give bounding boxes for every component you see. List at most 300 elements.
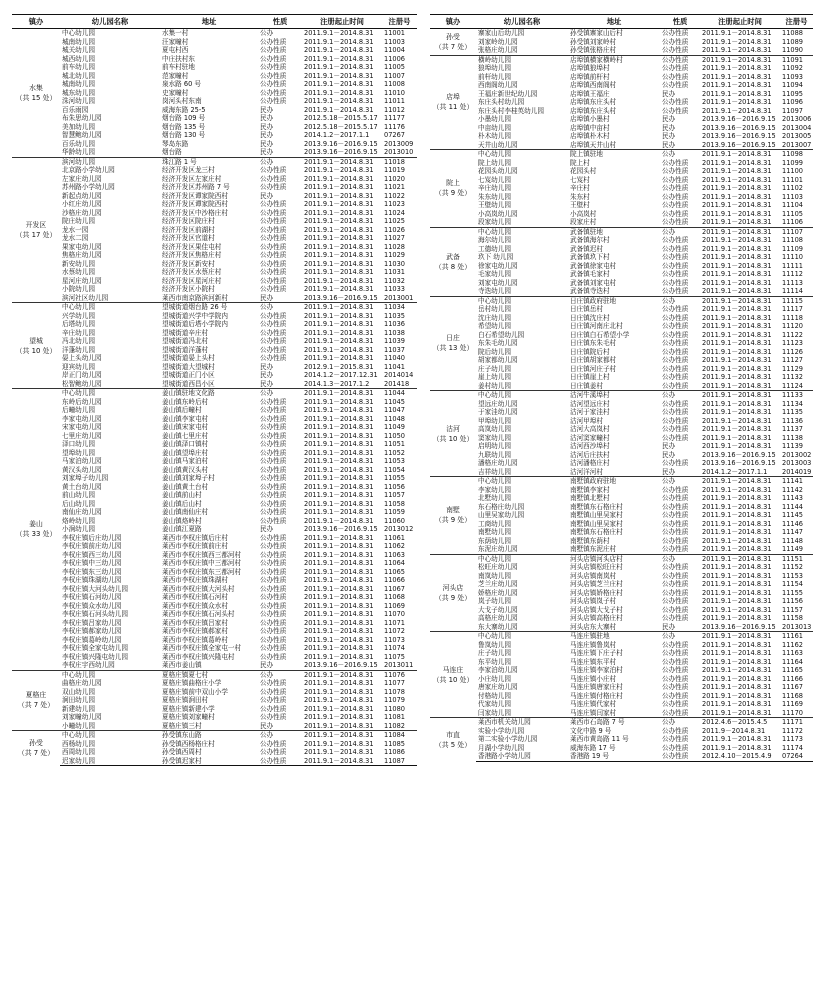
address-cell: 河头店镇娇格庄村 — [570, 588, 623, 597]
type-cell: 公办性质 — [662, 201, 689, 209]
reg-cell: 2013006 — [782, 115, 812, 123]
name-cell: 寺迭幼儿园 — [478, 287, 511, 295]
period-cell: 2011.9.1－2014.8.31 — [702, 364, 772, 373]
reg-cell: 11110 — [782, 253, 803, 261]
name-cell: 百乐幼儿园 — [62, 139, 95, 148]
type-cell: 公办性质 — [662, 726, 689, 735]
period-cell: 2012.4.6－2015.4.5 — [700, 718, 780, 727]
reg-cell: 2014019 — [782, 467, 812, 476]
table-row — [12, 500, 417, 509]
address-cell: 武备镇海尔村 — [570, 236, 610, 244]
type-cell: 民办 — [260, 105, 274, 114]
type-cell: 公办性质 — [260, 601, 287, 610]
name-cell: 滨河社区幼儿园 — [62, 293, 109, 302]
name-cell: 智慧鲍幼儿园 — [62, 131, 102, 139]
type-cell: 公办性质 — [662, 158, 689, 167]
name-cell: 小疃幼儿园 — [62, 721, 95, 730]
name-cell: 李权庄镇全家屯幼儿园 — [62, 644, 128, 652]
reg-cell: 11123 — [782, 339, 803, 347]
name-cell: 中心幼儿园 — [60, 389, 160, 398]
type-cell: 公办性质 — [662, 485, 689, 494]
address-cell: 姜山镇黄汉头村 — [162, 465, 209, 474]
name-cell: 水蔡幼儿园 — [62, 268, 95, 276]
address-cell: 店埠镇王福庄 — [570, 89, 610, 98]
reg-cell: 2013011 — [384, 661, 414, 669]
table-row — [430, 365, 813, 374]
name-cell: 于家洼幼儿园 — [478, 408, 518, 416]
address-cell: 日庄镇姜村 — [570, 381, 603, 390]
type-cell: 公办性质 — [662, 614, 689, 622]
table-row — [430, 322, 813, 331]
reg-cell: 11167 — [782, 683, 803, 691]
address-cell: 莱西市石岛路 7 号 — [568, 718, 660, 727]
address-cell: 泉水路 60 号 — [162, 80, 201, 88]
period-cell: 2011.9.1－2014.8.31 — [304, 63, 374, 71]
type-cell: 公办性质 — [662, 563, 689, 571]
type-cell: 公办性质 — [260, 234, 287, 242]
table-row — [430, 752, 813, 761]
name-cell: 第二实验小学幼儿园 — [478, 735, 538, 743]
type-cell: 民办 — [260, 379, 274, 388]
type-cell: 公办 — [660, 632, 700, 641]
name-cell: 中心幼儿园 — [476, 391, 568, 400]
table-row — [430, 38, 813, 47]
name-cell: 左家庄幼儿园 — [62, 174, 102, 183]
type-cell: 公办性质 — [260, 516, 287, 525]
name-cell: 松旺庄幼儿园 — [478, 563, 518, 571]
address-cell: 南墅镇东荫村 — [570, 536, 610, 545]
type-cell: 公办性质 — [662, 425, 689, 433]
address-cell: 莱西市李权庄镇后庄村 — [162, 533, 228, 542]
address-cell: 烟台路 135 号 — [162, 122, 206, 131]
name-cell: 小墨幼儿园 — [478, 115, 511, 123]
table-row — [12, 457, 417, 466]
type-cell: 公办性质 — [260, 713, 287, 721]
name-cell: 北京路小学幼儿园 — [62, 166, 115, 174]
type-cell: 公办性质 — [662, 691, 689, 700]
period-cell: 2011.9.1－2014.8.31 — [304, 285, 374, 293]
table-row — [430, 348, 813, 357]
district-cell: 孙受 （共 7 处） — [12, 731, 60, 766]
address-cell: 日庄镇崖上村 — [570, 373, 610, 381]
address-cell: 日庄镇河庄子村 — [570, 364, 617, 373]
name-cell: 徐家屯幼儿园 — [478, 261, 518, 270]
table-row — [12, 593, 417, 602]
reg-cell: 11028 — [384, 242, 405, 251]
reg-cell: 11107 — [780, 227, 813, 236]
period-cell: 2011.9.1－2014.8.31 — [702, 278, 772, 287]
table-row — [430, 124, 813, 133]
reg-cell: 11069 — [384, 601, 405, 610]
table-row — [430, 417, 813, 426]
period-cell: 2011.9.1－2014.8.31 — [702, 605, 772, 614]
reg-cell: 11141 — [780, 477, 813, 486]
table-row — [12, 576, 417, 585]
type-cell: 民办 — [662, 115, 676, 123]
type-cell: 公办性质 — [260, 748, 287, 756]
reg-cell: 11021 — [384, 183, 405, 191]
type-cell: 公办性质 — [662, 519, 689, 528]
name-cell: 娇格庄幼儿园 — [478, 588, 518, 597]
table-row — [12, 312, 417, 321]
reg-cell: 11127 — [782, 356, 803, 364]
name-cell: 黄土台幼儿园 — [62, 482, 102, 491]
reg-cell: 07267 — [384, 131, 405, 139]
period-cell: 2011.9.1－2014.8.31 — [702, 98, 772, 106]
period-cell: 2014.1.2－2017.1.1 — [702, 467, 768, 476]
address-cell: 姜山镇东岭后村 — [162, 397, 209, 406]
address-cell: 店埠镇横家横岭村 — [568, 55, 660, 64]
table-row — [12, 148, 417, 157]
address-cell: 望城街道烟台路 26 号 — [160, 303, 258, 312]
name-cell: 东平幼儿园 — [478, 657, 511, 666]
table-row — [430, 692, 813, 701]
period-cell: 2011.9－2014.8.31 — [702, 726, 766, 735]
period-cell: 2011.9.1－2014.8.31 — [702, 167, 772, 175]
name-cell: 寨家山后幼儿园 — [478, 29, 525, 37]
reg-cell: 11097 — [782, 106, 803, 115]
reg-cell: 11173 — [782, 735, 803, 743]
period-cell: 2011.9.1－2014.8.31 — [702, 519, 772, 528]
name-cell: 布朱思幼儿园 — [62, 114, 102, 122]
name-cell: 城西幼儿园 — [62, 54, 95, 63]
reg-cell: 11063 — [384, 550, 405, 559]
type-cell: 公办性质 — [662, 184, 689, 192]
reg-cell: 11031 — [384, 268, 405, 276]
name-cell: 东石格庄幼儿园 — [478, 502, 525, 511]
period-cell: 2011.9.1－2014.8.31 — [304, 499, 374, 508]
period-cell: 2011.9.1－2014.8.31 — [304, 88, 374, 97]
table-row — [430, 176, 813, 185]
period-cell: 2011.9.1－2014.8.31 — [700, 150, 780, 159]
address-cell: 经济开发区苏州路 7 号 — [162, 183, 230, 191]
reg-cell: 11172 — [782, 726, 803, 735]
address-cell: 经济开发区新安村 — [162, 259, 215, 268]
name-cell: 中心幼儿园 — [476, 296, 568, 305]
period-cell: 2011.9.1－2014.8.31 — [702, 674, 772, 683]
type-cell: 民办 — [662, 123, 676, 132]
reg-cell: 11168 — [782, 691, 803, 700]
address-cell: 武备镇玖下村 — [570, 253, 610, 261]
type-cell: 公办性质 — [260, 482, 287, 491]
type-cell: 公办性质 — [662, 545, 689, 553]
table-row — [12, 670, 417, 679]
type-cell: 公办性质 — [662, 313, 689, 322]
period-cell: 2011.9.1－2014.8.31 — [304, 217, 374, 225]
type-cell: 民办 — [260, 371, 274, 379]
address-cell: 望城街道辛庄村 — [162, 328, 209, 337]
period-cell: 2011.9.1－2014.8.31 — [304, 431, 374, 440]
period-cell: 2011.9.1－2014.8.31 — [702, 89, 772, 98]
reg-cell: 11081 — [384, 713, 405, 721]
period-cell: 2011.9.1－2014.8.31 — [702, 305, 772, 313]
address-cell: 河头店镇芝兰庄村 — [570, 580, 623, 588]
address-cell: 经济开发区中沙格庄村 — [162, 208, 228, 217]
reg-cell: 11066 — [384, 576, 405, 584]
type-cell: 公办性质 — [662, 236, 689, 244]
reg-cell: 11047 — [384, 406, 405, 414]
name-cell: 滨河幼儿园 — [60, 157, 160, 166]
table-row — [12, 551, 417, 560]
reg-cell: 11165 — [782, 666, 803, 674]
address-cell: 莱西市李权庄镇东三都河村 — [162, 567, 242, 576]
table-row — [430, 425, 813, 434]
address-cell: 姜山镇刘家埠子村 — [162, 474, 215, 482]
table-row — [430, 150, 813, 159]
name-cell: 吉祥幼儿园 — [478, 467, 511, 476]
table-row — [430, 614, 813, 623]
address-cell: 夏格庄镇三村 — [162, 721, 202, 730]
name-cell: 李家屯幼儿园 — [62, 414, 102, 423]
period-cell: 2011.9.1－2014.8.31 — [702, 347, 772, 356]
address-cell: 河头店东大寨村 — [570, 622, 617, 631]
name-cell: 龙水一园 — [62, 225, 89, 234]
type-cell: 公办性质 — [260, 166, 287, 174]
period-cell: 2011.9.1－2014.8.31 — [304, 234, 374, 242]
period-cell: 2011.9.1－2014.8.31 — [304, 704, 374, 713]
period-cell: 2011.9.1－2014.8.31 — [702, 339, 772, 347]
period-cell: 2011.9.1－2014.8.31 — [702, 708, 772, 717]
address-cell: 莱西市李权庄镇郝家村 — [162, 627, 228, 635]
name-cell: 九联幼儿园 — [478, 450, 511, 459]
name-cell: 李权庄镇东三幼儿园 — [62, 567, 122, 576]
address-cell: 店埠镇中亩村 — [570, 123, 610, 132]
period-cell: 2011.9.1－2014.8.31 — [304, 457, 374, 465]
district-cell: 河头店 （共 9 处） — [430, 554, 476, 632]
name-cell: 李家泊幼儿园 — [478, 666, 518, 674]
kindergarten-table-left — [12, 14, 417, 766]
period-cell: 2011.9.1－2014.8.31 — [702, 218, 772, 226]
address-cell: 南墅镇山里吴家村 — [570, 511, 623, 519]
table-row — [12, 688, 417, 697]
table-row — [12, 653, 417, 662]
type-cell: 公办性质 — [260, 354, 287, 362]
address-cell: 史家疃村 — [162, 88, 189, 97]
reg-cell: 11149 — [782, 545, 803, 553]
table-row — [12, 491, 417, 500]
period-cell: 2011.9.1－2014.8.31 — [702, 691, 772, 700]
type-cell: 公办性质 — [662, 735, 689, 743]
address-cell: 沽河于家洼村 — [570, 408, 610, 416]
address-cell: 姜山镇南仙庄村 — [162, 508, 209, 516]
address-cell: 店埠镇朴木村 — [570, 132, 610, 140]
type-cell: 公办性质 — [260, 644, 287, 652]
period-cell: 2011.9.1－2014.8.31 — [702, 322, 772, 330]
name-cell: 香港路小学幼儿园 — [476, 752, 568, 761]
address-cell: 朱东村 — [570, 192, 590, 201]
period-cell: 2011.9.1－2014.8.31 — [304, 71, 374, 80]
reg-cell: 11098 — [780, 150, 813, 159]
name-cell: 工德幼儿园 — [478, 244, 511, 253]
address-cell: 马连庄镇下庄子村 — [570, 649, 623, 657]
address-cell: 莱西市姜山镇 — [162, 661, 202, 669]
table-row — [430, 675, 813, 684]
reg-cell: 11019 — [384, 166, 405, 174]
name-cell: 曲格庄幼儿园 — [62, 679, 102, 687]
name-cell: 中心幼儿园 — [60, 670, 160, 679]
reg-cell: 11135 — [782, 408, 803, 416]
name-cell: 姜村幼儿园 — [478, 381, 511, 390]
type-cell: 民办 — [662, 467, 676, 476]
period-cell: 2011.9.1－2014.8.31 — [302, 670, 382, 679]
name-cell: 大戈子幼儿园 — [478, 605, 518, 614]
address-cell: 马连庄镇鲁岚村 — [570, 640, 617, 649]
period-cell: 2011.9.1－2014.8.31 — [702, 287, 772, 295]
reg-cell: 11029 — [384, 251, 405, 259]
reg-cell: 11129 — [782, 364, 803, 373]
reg-cell: 11051 — [384, 440, 405, 448]
reg-cell: 11038 — [384, 328, 405, 337]
address-cell: 姜山镇望埠庄村 — [162, 448, 209, 457]
period-cell: 2011.9.1－2014.8.31 — [304, 644, 374, 652]
type-cell: 公办 — [258, 303, 302, 312]
name-cell: 西周幼儿园 — [62, 748, 95, 756]
name-cell: 李权庄镇大河头幼儿园 — [62, 584, 128, 593]
type-cell: 公办性质 — [260, 276, 287, 285]
reg-cell: 11117 — [782, 305, 803, 313]
reg-cell: 11118 — [782, 313, 803, 322]
period-cell: 2011.9.1－2014.8.31 — [304, 482, 374, 491]
name-cell: 七里庄幼儿园 — [62, 431, 102, 440]
period-cell: 2011.9.1－2014.8.31 — [304, 54, 374, 63]
period-cell: 2013.9.16－2016.9.15 — [702, 123, 776, 132]
table-header — [12, 15, 417, 29]
address-cell: 莱西市李权庄镇珠湖村 — [162, 576, 228, 584]
type-cell: 民办 — [260, 114, 274, 122]
address-cell: 孙受镇西周村 — [162, 748, 202, 756]
reg-cell: 07264 — [780, 752, 813, 761]
type-cell: 公办性质 — [662, 98, 689, 106]
reg-cell: 11039 — [384, 337, 405, 345]
address-cell: 武备镇迟村 — [570, 244, 603, 253]
period-cell: 2011.9.1－2014.8.31 — [304, 491, 374, 499]
name-cell: 望远庄幼儿园 — [478, 399, 518, 408]
period-cell: 2011.9.1－2014.8.31 — [304, 474, 374, 482]
reg-cell: 11003 — [384, 37, 405, 46]
type-cell: 公办性质 — [260, 457, 287, 465]
table-row — [430, 305, 813, 314]
address-cell: 马连庄镇唐家庄村 — [570, 683, 623, 691]
reg-cell: 11080 — [384, 704, 405, 713]
reg-cell: 11106 — [782, 218, 803, 226]
period-cell: 2013.9.16－2016.9.15 — [702, 459, 776, 467]
type-cell: 公办性质 — [662, 339, 689, 347]
district-cell: 姜山 （共 33 处） — [12, 389, 60, 671]
reg-cell: 11026 — [384, 225, 405, 234]
period-cell: 2011.9.1－2014.8.31 — [702, 81, 772, 89]
address-cell: 小高岚村 — [570, 209, 597, 218]
reg-cell: 11045 — [384, 397, 405, 406]
reg-cell: 11112 — [782, 270, 803, 278]
table-row — [430, 709, 813, 718]
table-row — [430, 623, 813, 632]
period-cell: 2012.9.1－2015.8.31 — [304, 362, 374, 371]
period-cell: 2011.9.1－2014.8.31 — [702, 700, 772, 708]
type-cell: 公办 — [660, 477, 700, 486]
type-cell: 公办性质 — [662, 700, 689, 708]
reg-cell: 11078 — [384, 687, 405, 696]
type-cell: 民办 — [260, 131, 274, 139]
type-cell: 公办性质 — [662, 571, 689, 580]
reg-cell: 11034 — [382, 303, 417, 312]
name-cell: 沈庄幼儿园 — [478, 313, 511, 322]
reg-cell: 11049 — [384, 423, 405, 431]
address-cell: 院上村 — [570, 158, 590, 167]
type-cell: 民办 — [662, 442, 676, 450]
reg-cell: 2013001 — [384, 293, 414, 302]
reg-cell: 2013005 — [782, 132, 812, 140]
address-cell: 河头店镇松旺庄村 — [570, 563, 623, 571]
type-cell: 公办性质 — [260, 567, 287, 576]
address-cell: 辛庄村 — [570, 184, 590, 192]
period-cell: 2011.9.1－2014.8.31 — [304, 739, 374, 748]
name-cell: 城北幼儿园 — [62, 71, 95, 80]
reg-cell: 11054 — [384, 465, 405, 474]
type-cell: 民办 — [260, 122, 274, 131]
reg-cell: 11056 — [384, 482, 405, 491]
table-row — [430, 132, 813, 141]
name-cell: 洋蓬幼儿园 — [62, 345, 95, 354]
table-row — [12, 602, 417, 611]
table-row — [430, 210, 813, 219]
type-cell: 公办性质 — [260, 474, 287, 482]
address-cell: 日庄镇河南庄北村 — [570, 322, 623, 330]
type-cell: 公办性质 — [260, 542, 287, 550]
name-cell: 东泥庄幼儿园 — [478, 545, 518, 553]
period-cell: 2011.9.1－2014.8.31 — [702, 37, 772, 46]
table-row — [12, 517, 417, 526]
address-cell: 河头店镇南岚村 — [570, 571, 617, 580]
address-cell: 范家疃村 — [162, 71, 189, 80]
name-cell: 李权庄镇郝家幼儿园 — [62, 627, 122, 635]
type-cell: 公办性质 — [660, 55, 700, 64]
district-cell: 沽河 （共 10 处） — [430, 391, 476, 477]
type-cell: 公办性质 — [260, 200, 287, 208]
address-cell: 姜山镇烙岭村 — [162, 516, 202, 525]
address-cell: 武备镇刘家屯村 — [570, 278, 617, 287]
table-row — [430, 477, 813, 486]
period-cell: 2011.9.1－2014.8.31 — [304, 406, 374, 414]
address-cell: 沽河牛溪埠村 — [568, 391, 660, 400]
address-cell: 沽河望远庄村 — [570, 399, 610, 408]
reg-cell: 11030 — [384, 259, 405, 268]
period-cell: 2011.9.1－2014.8.31 — [702, 381, 772, 390]
table-row — [12, 449, 417, 458]
type-cell: 公办性质 — [662, 270, 689, 278]
table-row — [12, 277, 417, 286]
table-row — [12, 131, 417, 140]
address-cell: 七岌村 — [570, 175, 590, 184]
address-cell: 段家庄村 — [570, 218, 597, 226]
address-cell: 夏格庄镇曲格庄小学 — [162, 679, 222, 687]
table-row — [430, 167, 813, 176]
address-cell: 威海东路 25-5 — [162, 105, 206, 114]
period-cell: 2011.9.1－2014.8.31 — [702, 588, 772, 597]
name-cell: 启明幼儿园 — [478, 442, 511, 450]
table-header — [430, 15, 813, 29]
period-cell: 2012.5.18－2015.5.17 — [304, 122, 378, 131]
address-cell: 水集一村 — [162, 29, 189, 37]
address-cell: 莱西市南京路滨河新村 — [162, 293, 228, 302]
period-cell: 2011.9.1－2014.8.31 — [304, 225, 374, 234]
table-row — [12, 619, 417, 628]
type-cell: 公办性质 — [662, 666, 689, 674]
table-row — [430, 29, 813, 38]
table-row — [12, 542, 417, 551]
reg-cell: 11171 — [780, 718, 813, 727]
table-row — [430, 391, 813, 400]
period-cell: 2011.9.1－2014.8.31 — [700, 632, 780, 641]
